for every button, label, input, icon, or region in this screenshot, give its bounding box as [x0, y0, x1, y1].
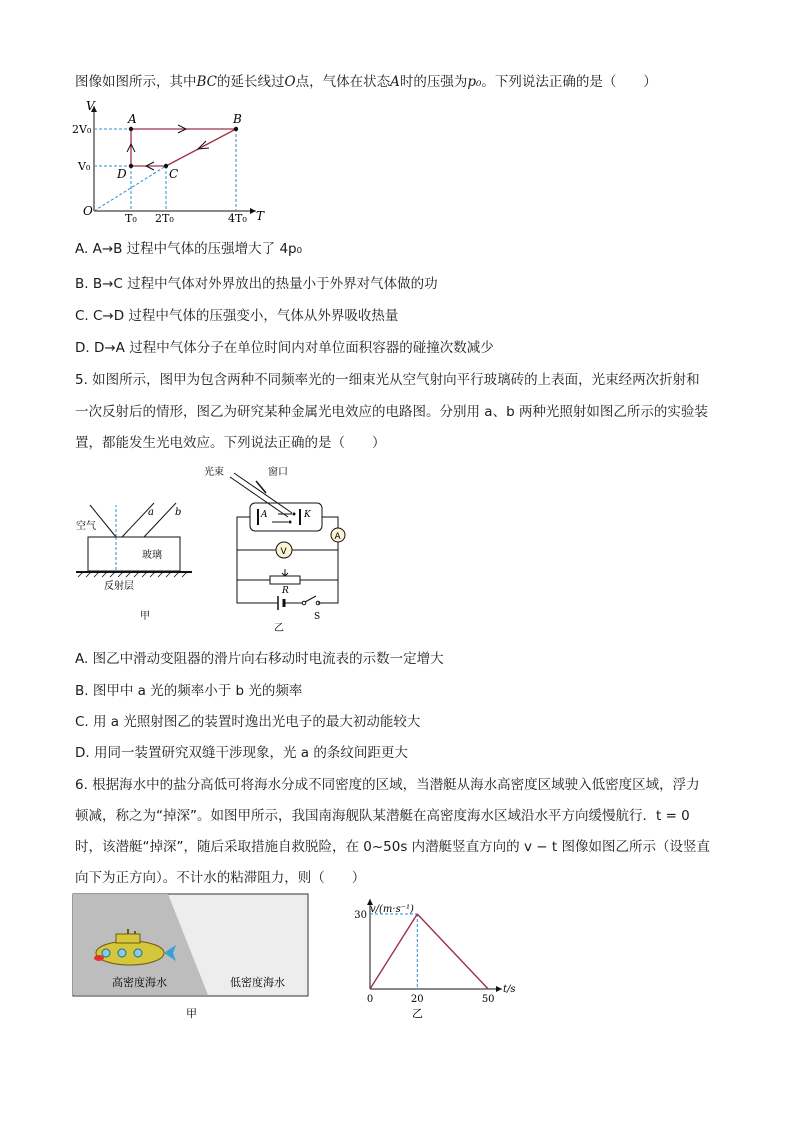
v1-tick: V₀: [78, 160, 91, 173]
q5-stem-line3: 置，都能发生光电效应。下列说法正确的是（ ）: [75, 435, 386, 451]
beam-label: 光束: [204, 467, 224, 478]
beam-ray-1: [234, 473, 292, 513]
intro-text-c: 点，气体在状态: [295, 74, 391, 90]
t4-tick: 4T₀: [228, 212, 247, 225]
point-b: [234, 127, 238, 131]
point-d: [129, 164, 133, 168]
q4-option-d: D. D→A 过程中气体分子在单位时间内对单位面积容器的碰撞次数减少: [75, 340, 494, 356]
q4-option-c: C. C→D 过程中气体的压强变小，气体从外界吸收热量: [75, 308, 399, 324]
intro-text-a: 图像如图所示，其中: [75, 74, 197, 90]
porthole-3: [134, 949, 142, 957]
q5-stem-line2: 一次反射后的情形，图乙为研究某种金属光电效应的电路图。分别用 a、b 两种光照射如图乙所示的实验装: [75, 404, 708, 420]
wire-left: [237, 517, 250, 550]
q6-figure-jia: [72, 893, 312, 1023]
point-c: [164, 164, 168, 168]
chart-segment-fall: [417, 914, 488, 989]
fig-yi-caption: 乙: [274, 623, 284, 634]
cathode-label: K: [304, 510, 311, 520]
switch-blade: [305, 596, 316, 602]
ray-b-label: b: [175, 507, 182, 518]
intro-line: [75, 73, 657, 91]
intro-bc: BC: [196, 74, 218, 90]
vt-diagram: [70, 98, 280, 228]
q5-option-a: A. 图乙中滑动变阻器的滑片向右移动时电流表的示数一定增大: [75, 651, 444, 667]
q6-fig-jia-caption: 甲: [186, 1007, 197, 1020]
arrow-bc: [198, 141, 209, 149]
intro-a: A: [390, 74, 400, 90]
q6-fig-yi-caption: 乙: [412, 1007, 423, 1020]
chart-y-label: v/(m·s⁻¹): [370, 904, 414, 915]
q6-stem-line3: 时，该潜艇“掉深”，随后采取措施自救脱险，在 0~50s 内潜艇竖直方向的 v − t 图像如图乙所示（设竖直: [75, 839, 710, 855]
chart-ytick-30: 30: [354, 910, 367, 921]
chart-x-label: t/s: [503, 984, 516, 995]
chart-segment-rise: [370, 914, 417, 989]
anode-label: A: [261, 510, 268, 520]
t-axis-label: T: [256, 209, 265, 223]
label-a: A: [128, 112, 137, 126]
window-label: 窗口: [268, 467, 288, 478]
wire-right-down: [318, 542, 338, 603]
q6-stem-line4: 向下为正方向）。不计水的粘滞阻力，则（ ）: [75, 870, 366, 886]
porthole-1: [102, 949, 110, 957]
q5-option-b: B. 图甲中 a 光的频率小于 b 光的频率: [75, 683, 303, 699]
q5-stem-line1: 5. 如图所示，图甲为包含两种不同频率光的一细束光从空气射向平行玻璃砖的上表面，光束经两次折射和: [75, 372, 700, 388]
intro-o: O: [284, 74, 296, 90]
bow-light: [94, 955, 104, 961]
reflect-label: 反射层: [104, 581, 134, 592]
chart-xtick-20: 20: [410, 994, 424, 1005]
wire-rheo-left: [237, 550, 270, 580]
q6-vt-chart: [340, 893, 530, 1023]
intro-text-e: 。下列说法正确的是（ ）: [481, 74, 657, 90]
ammeter-label: A: [334, 532, 341, 542]
air-label: 空气: [76, 521, 96, 532]
q4-option-a: A. A→B 过程中气体的压强增大了 4p₀: [75, 241, 303, 257]
point-a: [129, 127, 133, 131]
fig-jia-caption: 甲: [140, 611, 150, 622]
glass-label: 玻璃: [142, 550, 162, 561]
rheostat: [270, 576, 300, 584]
submarine-tower: [116, 934, 140, 943]
wire-right: [322, 517, 338, 528]
intro-text-b: 的延长线过: [217, 74, 285, 90]
porthole-2: [118, 949, 126, 957]
q6-stem-line2: 顿减，称之为“掉深”。如图甲所示，我国南海舰队某潜艇在高密度海水区域沿水平方向缓慢航行．t = 0: [75, 808, 690, 824]
electron-dot-1: [293, 513, 296, 516]
ray-a-label: a: [148, 507, 154, 518]
chart-xtick-0: 0: [366, 994, 374, 1005]
q5-figure-yi: [200, 463, 360, 635]
q5-option-c: C. 用 a 光照射图乙的装置时逸出光电子的最大初动能较大: [75, 714, 421, 730]
label-d: D: [117, 167, 127, 181]
q6-stem-line1: 6. 根据海水中的盐分高低可将海水分成不同密度的区域，当潜艇从海水高密度区域驶入低密度区域，浮力: [75, 777, 700, 793]
label-b: B: [233, 112, 242, 126]
intro-text-d: 时的压强为: [399, 74, 468, 90]
label-c: C: [169, 167, 179, 181]
glass-block: [88, 537, 180, 571]
oc-extension: [94, 166, 166, 211]
t2-tick: 2T₀: [155, 212, 174, 225]
q4-option-b: B. B→C 过程中气体对外界放出的热量小于外界对气体做的功: [75, 276, 438, 292]
v-axis-label: V: [86, 99, 95, 113]
q5-option-d: D. 用同一装置研究双缝干涉现象，光 a 的条纹间距更大: [75, 745, 408, 761]
switch-label: S: [314, 612, 321, 622]
rheostat-label: R: [282, 586, 289, 596]
low-density-label: 低密度海水: [230, 976, 285, 989]
rheostat-slider: [282, 569, 288, 576]
origin-label: O: [83, 204, 93, 218]
v2-tick: 2V₀: [72, 123, 92, 136]
path-bc: [166, 129, 236, 166]
intro-p0: p₀: [467, 74, 482, 90]
chart-xtick-50: 50: [481, 994, 495, 1005]
high-density-label: 高密度海水: [112, 976, 167, 989]
electron-dot-2: [289, 521, 292, 524]
voltmeter-label: V: [280, 547, 287, 557]
q5-figure-jia: [70, 495, 200, 625]
t1-tick: T₀: [125, 212, 137, 225]
